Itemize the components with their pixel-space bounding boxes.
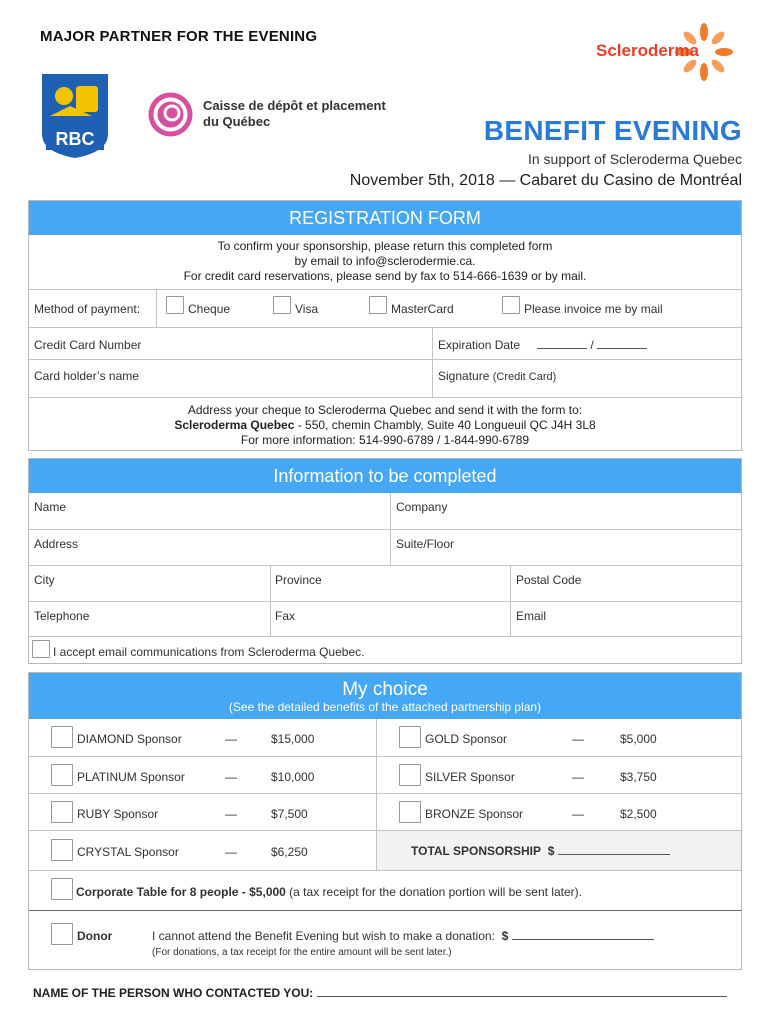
bronze-label: BRONZE Sponsor bbox=[425, 807, 524, 821]
total-currency: $ bbox=[547, 844, 555, 858]
visa-checkbox[interactable] bbox=[273, 296, 291, 314]
scleroderma-logo-text: Scleroderma bbox=[596, 41, 699, 60]
donor-currency: $ bbox=[501, 929, 509, 943]
donor-text: I cannot attend the Benefit Evening but wish to make a donation: bbox=[152, 929, 495, 943]
silver-price: $3,750 bbox=[620, 770, 657, 784]
total-sponsorship-field[interactable] bbox=[411, 844, 670, 858]
address-line-3: For more information: 514-990-6789 / 1-844-990-6789 bbox=[240, 433, 530, 447]
diamond-label: DIAMOND Sponsor bbox=[77, 732, 182, 746]
gold-checkbox[interactable] bbox=[399, 726, 421, 748]
credit-card-row bbox=[29, 327, 741, 359]
caisse-name-line2: du Québec bbox=[203, 114, 271, 129]
corporate-table-row bbox=[29, 870, 741, 910]
expiration-separator: / bbox=[590, 338, 594, 352]
address-street: - 550, chemin Chambly, Suite 40 Longueuil QC J4H 3L8 bbox=[294, 418, 596, 432]
visa-label: Visa bbox=[295, 302, 319, 316]
accept-email-label: I accept email communications from Scleroderma Quebec. bbox=[53, 645, 365, 659]
my-choice-subheading: (See the detailed benefits of the attached partnership plan) bbox=[228, 700, 542, 714]
crystal-price: $6,250 bbox=[271, 845, 308, 859]
card-holder-label: Card holder’s name bbox=[34, 369, 139, 383]
expiration-date-field[interactable] bbox=[537, 338, 647, 352]
caisse-name bbox=[203, 98, 386, 130]
gold-label: GOLD Sponsor bbox=[425, 732, 508, 746]
company-field[interactable]: Company bbox=[396, 500, 448, 514]
event-date-location: November 5th, 2018 — Cabaret du Casino de Montréal bbox=[349, 172, 742, 189]
rbc-logo-text: RBC bbox=[55, 129, 95, 149]
bronze-checkbox[interactable] bbox=[399, 801, 421, 823]
gold-price: $5,000 bbox=[620, 732, 657, 746]
sponsor-row-3 bbox=[29, 793, 741, 830]
my-choice-header bbox=[29, 673, 741, 719]
sponsor-row-4 bbox=[29, 830, 741, 870]
cheque-label: Cheque bbox=[188, 302, 231, 316]
expiration-date-label: Expiration Date bbox=[438, 338, 521, 352]
mastercard-checkbox[interactable] bbox=[369, 296, 387, 314]
telephone-field[interactable]: Telephone bbox=[34, 609, 90, 623]
signature-note: (Credit Card) bbox=[492, 371, 557, 383]
silver-label: SILVER Sponsor bbox=[425, 770, 515, 784]
ruby-checkbox[interactable] bbox=[51, 801, 73, 823]
cheque-address-row bbox=[29, 397, 741, 452]
ruby-price: $7,500 bbox=[271, 807, 308, 821]
platinum-checkbox[interactable] bbox=[51, 764, 73, 786]
address-org: Scleroderma Quebec bbox=[174, 418, 295, 432]
contact-person-label: NAME OF THE PERSON WHO CONTACTED YOU: bbox=[33, 986, 314, 1000]
scleroderma-logo bbox=[596, 18, 746, 100]
email-field[interactable]: Email bbox=[516, 609, 547, 623]
donor-label: Donor bbox=[77, 929, 113, 943]
sponsor-row-2 bbox=[29, 756, 741, 793]
sponsor-row-1 bbox=[29, 719, 741, 756]
silver-checkbox[interactable] bbox=[399, 764, 421, 786]
registration-form-section bbox=[28, 200, 742, 451]
intro-line-2: by email to info@sclerodermie.ca. bbox=[294, 254, 476, 268]
accept-email-checkbox[interactable] bbox=[32, 640, 50, 658]
name-field[interactable]: Name bbox=[34, 500, 67, 514]
gold-dash: — bbox=[572, 732, 584, 746]
intro-line-1: To confirm your sponsorship, please return this completed form bbox=[217, 239, 553, 253]
total-sponsorship-label: TOTAL SPONSORSHIP bbox=[411, 844, 542, 858]
address-line-2 bbox=[29, 418, 741, 433]
my-choice-heading: My choice bbox=[342, 679, 428, 700]
bronze-dash: — bbox=[572, 807, 584, 821]
platinum-dash: — bbox=[225, 770, 237, 784]
signature-label-text: Signature bbox=[438, 369, 490, 383]
diamond-price: $15,000 bbox=[271, 732, 315, 746]
diamond-dash: — bbox=[225, 732, 237, 746]
registration-heading: REGISTRATION FORM bbox=[29, 201, 741, 235]
corporate-table-note: (a tax receipt for the donation portion will be sent later). bbox=[285, 885, 582, 899]
card-holder-row bbox=[29, 359, 741, 397]
donor-checkbox[interactable] bbox=[51, 923, 73, 945]
postal-code-field[interactable]: Postal Code bbox=[516, 573, 582, 587]
cheque-checkbox[interactable] bbox=[166, 296, 184, 314]
telephone-row bbox=[29, 601, 741, 636]
donor-note: (For donations, a tax receipt for the entire amount will be sent later.) bbox=[152, 947, 452, 958]
fax-field[interactable]: Fax bbox=[275, 609, 296, 623]
credit-card-number-label: Credit Card Number bbox=[34, 338, 142, 352]
city-field[interactable]: City bbox=[34, 573, 55, 587]
corporate-table-label bbox=[76, 885, 582, 899]
crystal-checkbox[interactable] bbox=[51, 839, 73, 861]
name-row bbox=[29, 493, 741, 529]
caisse-name-line1: Caisse de dépôt et placement bbox=[203, 98, 386, 113]
city-row bbox=[29, 565, 741, 601]
suite-floor-field[interactable]: Suite/Floor bbox=[396, 537, 455, 551]
platinum-label: PLATINUM Sponsor bbox=[77, 770, 185, 784]
payment-method-label: Method of payment: bbox=[34, 302, 141, 316]
total-sponsorship-cell bbox=[377, 831, 741, 870]
crystal-dash: — bbox=[225, 845, 237, 859]
invoice-label: Please invoice me by mail bbox=[524, 302, 663, 316]
platinum-price: $10,000 bbox=[271, 770, 315, 784]
mastercard-label: MasterCard bbox=[391, 302, 454, 316]
donor-row bbox=[29, 910, 741, 971]
caisse-logo bbox=[148, 92, 193, 137]
bronze-price: $2,500 bbox=[620, 807, 657, 821]
invoice-checkbox[interactable] bbox=[502, 296, 520, 314]
ruby-dash: — bbox=[225, 807, 237, 821]
information-heading: Information to be completed bbox=[29, 459, 741, 493]
donation-amount-field[interactable] bbox=[152, 929, 654, 943]
corporate-table-title: Corporate Table for 8 people - $5,000 bbox=[76, 885, 286, 899]
address-line-1: Address your cheque to Scleroderma Quebec and send it with the form to: bbox=[187, 403, 583, 417]
cheque-address bbox=[29, 403, 741, 448]
accept-email-row bbox=[29, 636, 741, 665]
corporate-table-checkbox[interactable] bbox=[51, 878, 73, 900]
diamond-checkbox[interactable] bbox=[51, 726, 73, 748]
contact-person-field[interactable] bbox=[33, 986, 727, 1000]
address-row bbox=[29, 529, 741, 565]
information-section bbox=[28, 458, 742, 664]
partner-heading: MAJOR PARTNER FOR THE EVENING bbox=[40, 28, 318, 45]
ruby-label: RUBY Sponsor bbox=[77, 807, 159, 821]
address-field[interactable]: Address bbox=[34, 537, 79, 551]
intro-line-3: For credit card reservations, please send by fax to 514-666-1639 or by mail. bbox=[183, 269, 587, 283]
payment-method-row bbox=[29, 289, 741, 327]
rbc-logo bbox=[40, 72, 110, 160]
crystal-label: CRYSTAL Sponsor bbox=[77, 845, 179, 859]
my-choice-section bbox=[28, 672, 742, 970]
province-field[interactable]: Province bbox=[275, 573, 322, 587]
signature-label bbox=[438, 369, 556, 383]
page-title: BENEFIT EVENING bbox=[483, 115, 742, 146]
silver-dash: — bbox=[572, 770, 584, 784]
page-subtitle: In support of Scleroderma Quebec bbox=[527, 151, 742, 167]
registration-intro bbox=[29, 239, 741, 284]
